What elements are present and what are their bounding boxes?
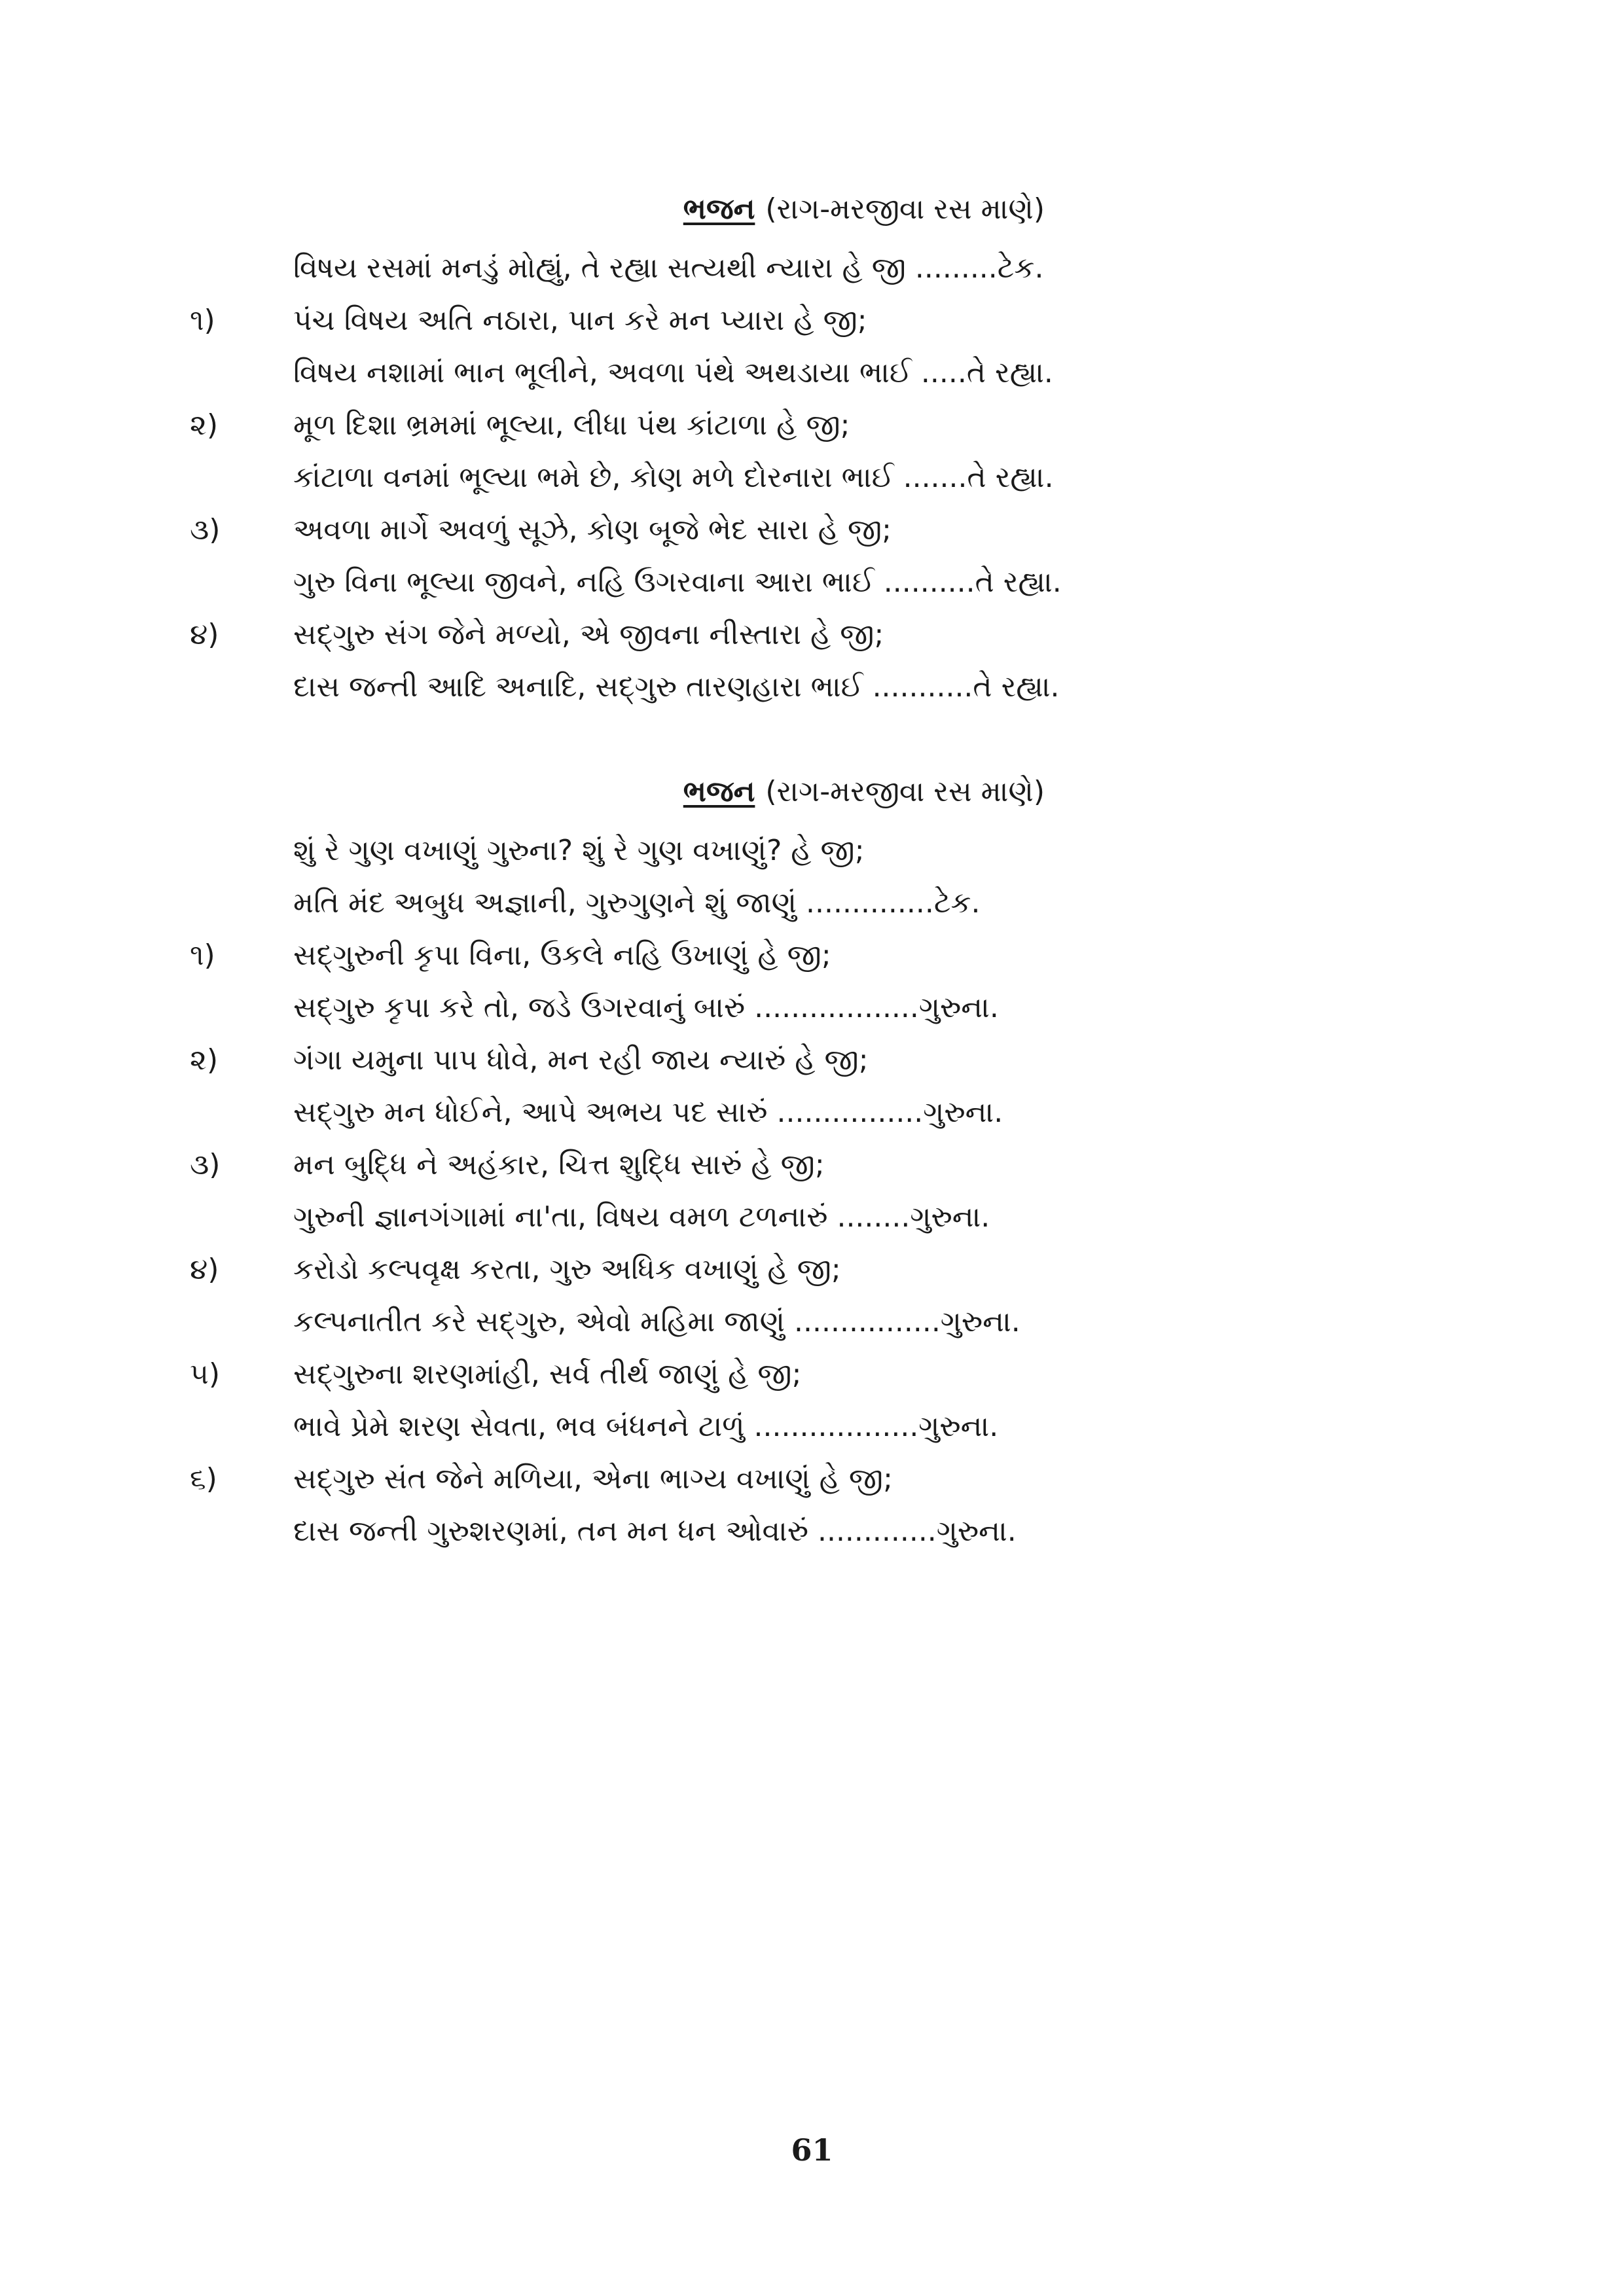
raag-label: (રાગ-મરજીવા રસ માણે) <box>765 192 1045 226</box>
verse-line <box>0 982 1624 1034</box>
verse-line <box>0 504 1624 556</box>
verse-line <box>0 609 1624 661</box>
verse-number: ૧) <box>190 939 215 972</box>
verse-line <box>0 929 1624 982</box>
verse-line <box>0 242 1624 295</box>
verse-line <box>0 1453 1624 1505</box>
verse-number: ૧) <box>190 304 215 337</box>
verse-text: દાસ જન્તી આદિ અનાદિ, સદ્‌ગુરુ તારણહારા ભાઈ ...........તે રહ્યા. <box>293 670 1060 704</box>
verse-number: ૪) <box>190 1253 219 1286</box>
verse-text: અવળા માર્ગે અવળું સૂઝે, કોણ બૂજે ભેદ સારા હે જી; <box>293 513 892 547</box>
bhajan-heading <box>683 190 1045 229</box>
verse-text: મતિ મંદ અબુધ અજ્ઞાની, ગુરુગુણને શું જાણું ..............ટેક. <box>293 886 981 920</box>
verse-number: ૨) <box>190 408 218 442</box>
verse-text: સદ્‌ગુરુના શરણમાંહી, સર્વ તીર્થ જાણું હે જી; <box>293 1357 802 1391</box>
verse-line <box>0 1244 1624 1296</box>
verse-line <box>0 347 1624 399</box>
verse-number: ૫) <box>190 1357 221 1391</box>
bhajan-title: ભજન <box>683 192 755 226</box>
verse-number: ૨) <box>190 1043 218 1077</box>
verse-text: સદ્‌ગુરુ સંગ જેને મળ્યો, એ જીવના નીસ્તારા હે જી; <box>293 618 884 651</box>
verse-number: ૪) <box>190 618 219 651</box>
raag-label: (રાગ-મરજીવા રસ માણે) <box>765 775 1045 808</box>
verse-line <box>0 1505 1624 1558</box>
page-number: 61 <box>791 2132 833 2168</box>
verse-number: ૬) <box>190 1462 217 1496</box>
verse-line <box>0 1191 1624 1244</box>
bhajan-heading <box>683 772 1045 812</box>
verse-text: વિષય નશામાં ભાન ભૂલીને, અવળા પંથે અથડાયા ભાઈ .....તે રહ્યા. <box>293 356 1053 389</box>
verse-line <box>0 556 1624 609</box>
verse-text: શું રે ગુણ વખાણું ગુરુના? શું રે ગુણ વખાણું? હે જી; <box>293 834 865 867</box>
verse-text: વિષય રસમાં મનડું મોહ્યું, તે રહ્યા સત્યથી ન્યારા હે જી .........ટેક. <box>293 251 1044 285</box>
verse-text: પંચ વિષય અતિ નઠારા, પાન કરે મન પ્યારા હે જી; <box>293 304 867 337</box>
verse-line <box>0 399 1624 452</box>
verse-text: સદ્‌ગુરુ સંત જેને મળિયા, એના ભાગ્ય વખાણું હે જી; <box>293 1462 893 1496</box>
verse-text: ગંગા યમુના પાપ ધોવે, મન રહી જાય ન્યારું હે જી; <box>293 1043 869 1077</box>
verse-text: મૂળ દિશા ભ્રમમાં ભૂલ્યા, લીધા પંથ કાંટાળા હે જી; <box>293 408 850 442</box>
verse-number: ૩) <box>190 513 221 547</box>
verse-line <box>0 1348 1624 1401</box>
verse-text: કરોડો કલ્પવૃક્ષ કરતા, ગુરુ અધિક વખાણું હે જી; <box>293 1253 841 1286</box>
verse-text: દાસ જન્તી ગુરુશરણમાં, તન મન ધન ઓવારું .............ગુરુના. <box>293 1515 1017 1548</box>
verse-text: સદ્‌ગુરુ કૃપા કરે તો, જડે ઉગરવાનું બારું ..................ગુરુના. <box>293 991 999 1024</box>
verse-line <box>0 1296 1624 1348</box>
verse-lines <box>0 825 1624 1558</box>
verse-text: કાંટાળા વનમાં ભૂલ્યા ભમે છે, કોણ મળે દોરનારા ભાઈ .......તે રહ્યા. <box>293 461 1054 494</box>
verse-line <box>0 452 1624 504</box>
verse-line <box>0 661 1624 713</box>
verse-number: ૩) <box>190 1148 221 1181</box>
verse-line <box>0 1086 1624 1139</box>
verse-line <box>0 1034 1624 1086</box>
verse-text: ભાવે પ્રેમે શરણ સેવતા, ભવ બંધનને ટાળું ..................ગુરુના. <box>293 1410 999 1443</box>
verse-text: સદ્‌ગુરુની કૃપા વિના, ઉકલે નહિ ઉખાણું હે જી; <box>293 939 831 972</box>
verse-line <box>0 1401 1624 1453</box>
verse-lines <box>0 242 1624 713</box>
verse-line <box>0 1139 1624 1191</box>
verse-line <box>0 825 1624 877</box>
verse-text: ગુરુ વિના ભૂલ્યા જીવને, નહિ ઉગરવાના આરા ભાઈ ..........તે રહ્યા. <box>293 565 1062 599</box>
verse-text: ગુરુની જ્ઞાનગંગામાં ના'તા, વિષય વમળ ટળનારું ........ગુરુના. <box>293 1200 990 1234</box>
verse-line <box>0 877 1624 929</box>
verse-line <box>0 295 1624 347</box>
verse-text: કલ્પનાતીત કરે સદ્‌ગુરુ, એવો મહિમા જાણું ................ગુરુના. <box>293 1305 1020 1338</box>
bhajan-title: ભજન <box>683 775 755 808</box>
verse-text: સદ્‌ગુરુ મન ધોઈને, આપે અભય પદ સારું ................ગુરુના. <box>293 1096 1003 1129</box>
verse-text: મન બુદ્ધિ ને અહંકાર, ચિત્ત શુદ્ધિ સારું હે જી; <box>293 1148 825 1181</box>
